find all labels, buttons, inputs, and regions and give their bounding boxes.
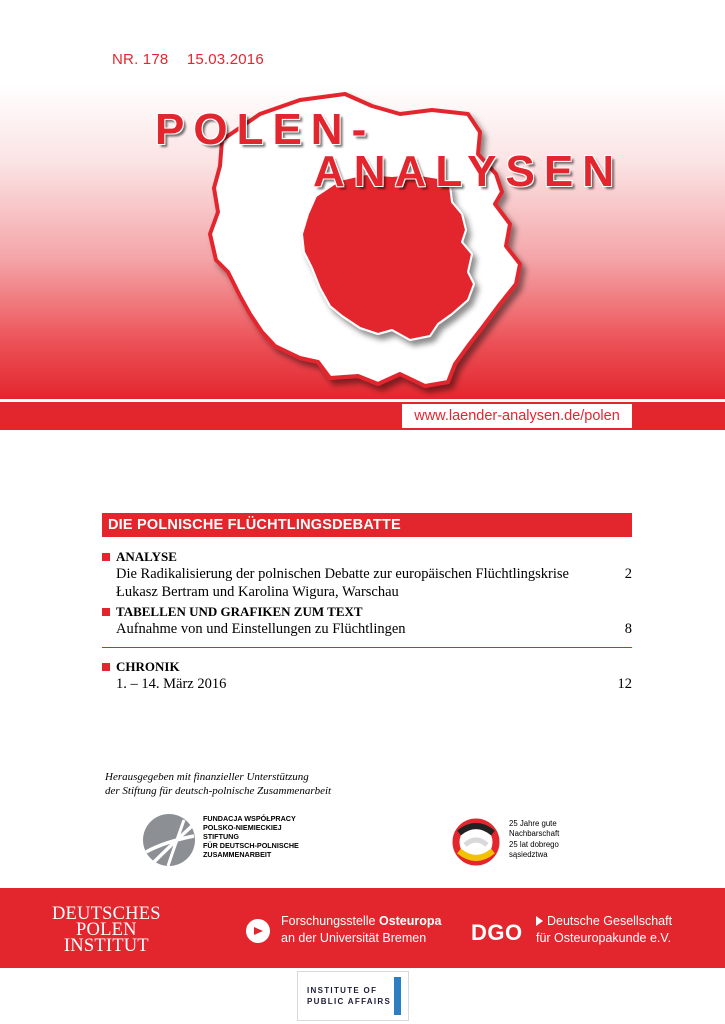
ipa-text — [307, 985, 391, 1007]
table-of-contents — [102, 548, 632, 693]
sponsor-note-line: der Stiftung für deutsch-polnische Zusammenarbeit — [105, 785, 332, 797]
dgo-line-1: Deutsche Gesellschaft — [536, 913, 672, 930]
neighborship-line: 25 lat dobrego — [509, 840, 559, 850]
dpi-line: INSTITUT — [63, 936, 149, 956]
fwpn-line: ZUSAMMENARBEIT — [203, 849, 272, 859]
website-link[interactable]: www.laender-analysen.de/polen — [402, 404, 632, 428]
neighborship-ribbon-logo — [449, 815, 503, 869]
fwpn-line: FUNDACJA WSPÓŁPRACY — [203, 814, 296, 823]
dgo-text[interactable] — [536, 913, 672, 946]
section-title: DIE POLNISCHE FLÜCHTLINGSDEBATTE — [102, 513, 632, 537]
ipa-logo[interactable] — [297, 971, 409, 1021]
toc-page-number: 8 — [624, 621, 632, 637]
dgo-line-2: für Osteuropakunde e.V. — [536, 930, 672, 945]
title-line-2: ANALYSEN — [313, 147, 623, 196]
toc-page-number: 2 — [624, 566, 632, 582]
toc-heading: TABELLEN UND GRAFIKEN ZUM TEXT — [102, 603, 632, 620]
toc-authors: Łukasz Bertram und Karolina Wigura, Warschau — [116, 584, 399, 600]
fwpn-line: POLSKO-NIEMIECKIEJ — [203, 822, 282, 832]
dpi-line: POLEN — [76, 920, 137, 940]
issue-number: NR. 178 — [112, 51, 169, 68]
neighborship-line: 25 Jahre gute — [509, 819, 557, 828]
toc-line: 1. – 14. März 2016 12 — [116, 676, 632, 692]
neighborship-line: sąsiedztwa — [509, 849, 548, 859]
ipa-line: PUBLIC AFFAIRS — [307, 997, 392, 1006]
fso-line-1: Forschungsstelle Osteuropa — [281, 914, 442, 928]
issue-date: 15.03.2016 — [186, 51, 264, 68]
toc-heading: ANALYSE — [102, 548, 632, 565]
dpi-line: DEUTSCHES — [52, 904, 161, 924]
divider — [102, 647, 632, 648]
sponsor-note-line: Herausgegeben mit finanzieller Unterstützung — [105, 771, 309, 783]
neighborship-line: Nachbarschaft — [509, 828, 560, 838]
toc-entry-tabellen[interactable] — [102, 603, 632, 638]
fwpn-logo — [140, 812, 200, 868]
fwpn-line: STIFTUNG — [203, 832, 239, 842]
bullet-square-icon — [102, 608, 110, 616]
issue-line — [112, 51, 278, 68]
ipa-line: INSTITUTE OF — [307, 986, 378, 995]
ipa-blue-bar — [394, 977, 401, 1015]
toc-entry-chronik[interactable] — [102, 658, 632, 693]
fwpn-line: FÜR DEUTSCH-POLNISCHE — [203, 841, 299, 851]
neighborship-text — [509, 819, 559, 859]
arrow-right-icon — [536, 916, 543, 926]
bullet-square-icon — [102, 663, 110, 671]
toc-line: Aufnahme von und Einstellungen zu Flüchtlingen 8 — [116, 621, 632, 637]
dgo-logo[interactable]: DGO — [471, 920, 523, 945]
fwpn-text — [203, 815, 299, 860]
dpi-logo[interactable] — [52, 906, 161, 954]
toc-heading: CHRONIK — [102, 658, 632, 675]
bullet-square-icon — [102, 553, 110, 561]
fso-circle-icon — [245, 918, 271, 944]
toc-page-number: 12 — [617, 676, 632, 692]
fso-logo-text[interactable] — [281, 913, 441, 946]
toc-entry-analyse[interactable] — [102, 548, 632, 601]
sponsor-note — [105, 770, 331, 798]
title-line-1: POLEN- — [155, 105, 376, 154]
toc-line: Die Radikalisierung der polnischen Debatte zur europäischen Flüchtlingskrise 2 — [116, 566, 632, 582]
fso-line-2: an der Universität Bremen — [281, 930, 427, 945]
